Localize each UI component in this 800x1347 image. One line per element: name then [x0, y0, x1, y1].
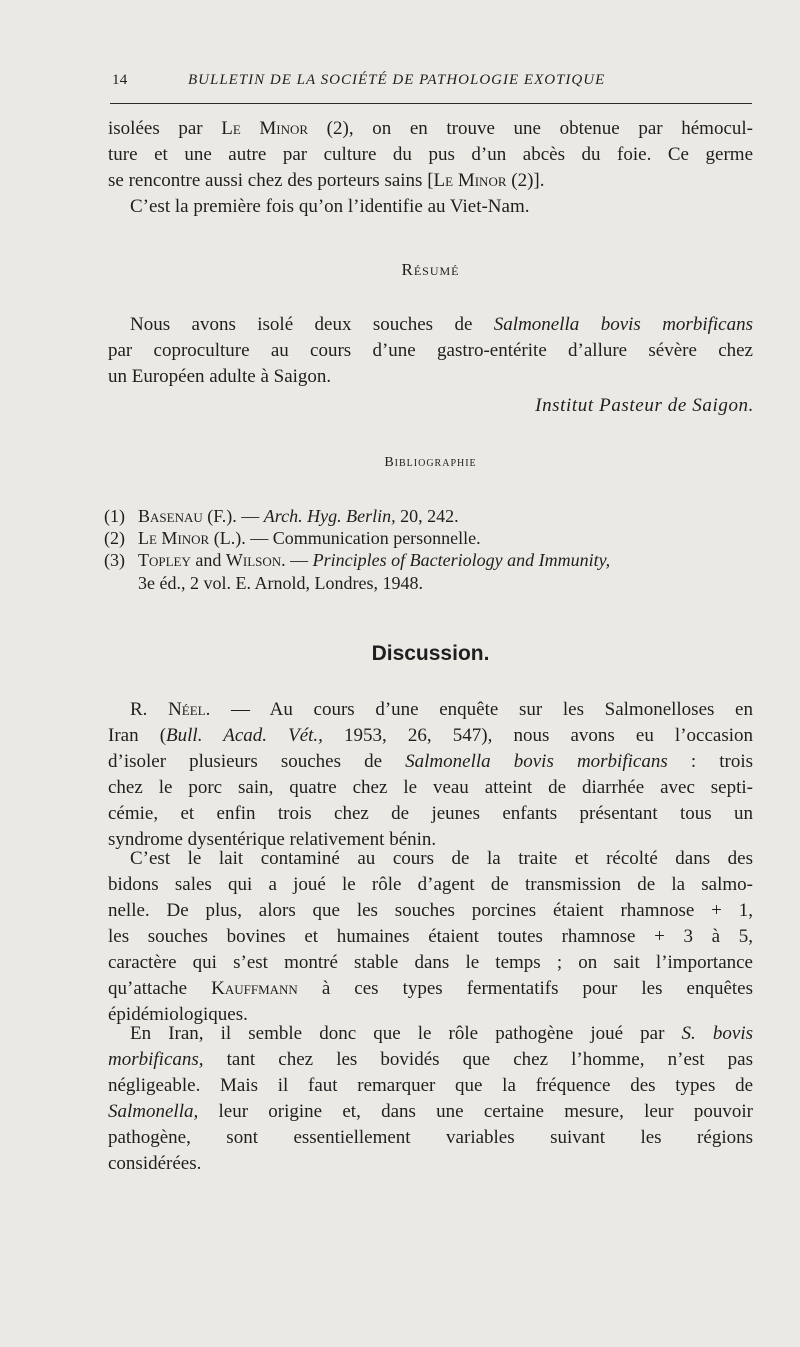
text-line: morbificans, tant chez les bovidés que chez l’homme, n’est pas [108, 1049, 753, 1070]
text-line: caractère qui s’est montré stable dans le temps ; on sait l’importance [108, 952, 753, 973]
text-line: bidons sales qui a joué le rôle d’agent de transmission de la salmo- [108, 874, 753, 895]
text-line: Nous avons isolé deux souches de Salmonella bovis morbificans [130, 314, 753, 335]
text-line: épidémiologiques. [108, 1004, 248, 1025]
text-line: se rencontre aussi chez des porteurs sains [Le Minor (2)]. [108, 170, 545, 191]
intro-paragraph [108, 116, 753, 220]
text-line: C’est le lait contaminé au cours de la traite et récolté dans des [130, 848, 753, 869]
text-line: R. Néel. — Au cours d’une enquête sur les Salmonelloses en [130, 699, 753, 720]
text-line: cémie, et enfin trois chez de jeunes enfants présentant tous un [108, 803, 753, 824]
reference-1: (1) Basenau (F.). — Arch. Hyg. Berlin, 20, 242. [104, 506, 459, 526]
reference-3-continued: 3e éd., 2 vol. E. Arnold, Londres, 1948. [138, 573, 423, 593]
page-number: 14 [112, 72, 128, 88]
text-line: ture et une autre par culture du pus d’un abcès du foie. Ce germe [108, 144, 753, 165]
text-line: par coproculture au cours d’une gastro-entérite d’allure sévère chez [108, 340, 753, 361]
discussion-heading: Discussion. [371, 642, 490, 665]
journal-title: BULLETIN DE LA SOCIÉTÉ DE PATHOLOGIE EXOTIQUE [188, 72, 606, 88]
discussion-paragraph-2 [108, 846, 753, 1028]
discussion-paragraph-1 [108, 697, 753, 853]
text-line: d’isoler plusieurs souches de Salmonella bovis morbificans : trois [108, 751, 753, 772]
text-line: Salmonella, leur origine et, dans une certaine mesure, leur pouvoir [108, 1101, 753, 1122]
text-line: négligeable. Mais il faut remarquer que la fréquence des types de [108, 1075, 753, 1096]
text-line: un Européen adulte à Saigon. [108, 366, 332, 387]
resume-paragraph [108, 312, 753, 390]
text-line: Iran (Bull. Acad. Vét., 1953, 26, 547), nous avons eu l’occasion [108, 725, 754, 746]
text-line: nelle. De plus, alors que les souches porcines étaient rhamnose + 1, [108, 900, 753, 921]
discussion-paragraph-3 [108, 1021, 753, 1177]
reference-2: (2) Le Minor (L.). — Communication personnelle. [104, 528, 481, 548]
institution-signature: Institut Pasteur de Saigon. [535, 395, 754, 416]
bibliography-heading: Bibliographie [384, 455, 477, 470]
text-line: chez le porc sain, quatre chez le veau atteint de diarrhée avec septi- [108, 777, 753, 798]
text-line: considérées. [108, 1153, 202, 1174]
text-line: les souches bovines et humaines étaient toutes rhamnose + 3 à 5, [108, 926, 753, 947]
text-line: C’est la première fois qu’on l’identifie au Viet-Nam. [130, 196, 530, 217]
text-line: syndrome dysentérique relativement bénin. [108, 829, 437, 850]
reference-3: (3) Topley and Wilson. — Principles of Bacteriology and Immunity, [104, 550, 611, 570]
resume-heading: Résumé [401, 260, 460, 279]
text-line: En Iran, il semble donc que le rôle pathogène joué par S. bovis [130, 1023, 753, 1044]
text-line: isolées par Le Minor (2), on en trouve une obtenue par hémocul- [108, 118, 753, 139]
text-line: pathogène, sont essentiellement variables suivant les régions [108, 1127, 753, 1148]
header-rule [110, 103, 752, 104]
text-line: qu’attache Kauffmann à ces types fermentatifs pour les enquêtes [108, 978, 753, 999]
